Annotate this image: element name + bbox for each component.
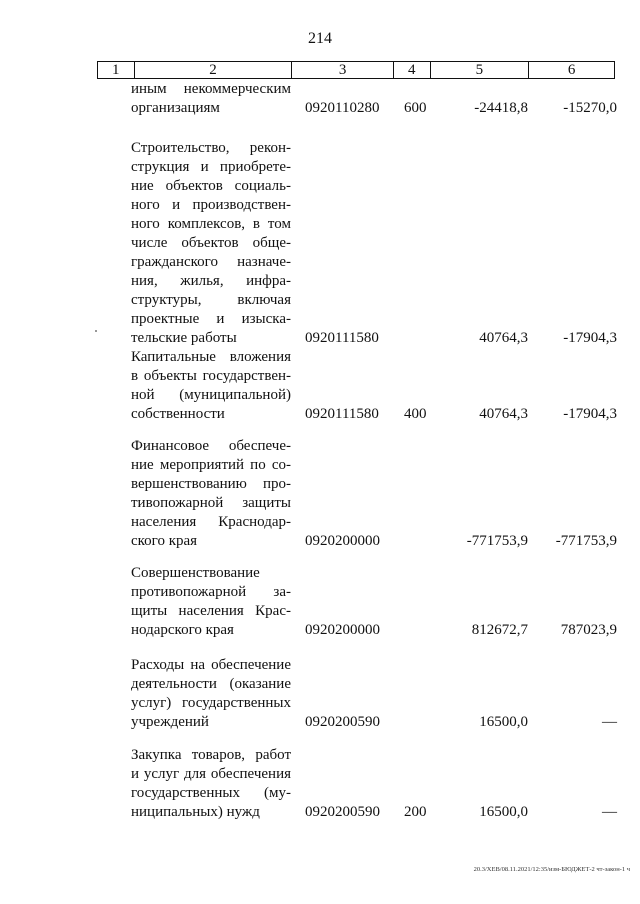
row-description [131,564,291,640]
amount-column-6: — [602,804,617,820]
scan-artifact-mark [95,330,97,332]
header-col-6: 6 [567,62,576,78]
row-description-line: проектные и изыска- [131,311,291,327]
header-col-5: 5 [431,62,530,78]
target-article-code: 0920111580 [305,406,379,422]
row-description-line: деятельности (оказание [131,676,291,692]
footer-note: 20.3/ХЕВ/08.11.2021/12:35/изм-БЮДЖЕТ-2 чт-закон-1 ч [473,866,630,873]
row-description-line: противопожарной за- [131,584,291,600]
header-col-4: 4 [394,62,431,78]
amount-column-6: -17904,3 [563,406,617,422]
row-description-line: услуг) государственных [131,695,291,711]
row-description-line: и услуг для обеспечения [131,766,291,782]
row-description [131,746,291,822]
amount-column-6: -17904,3 [563,330,617,346]
row-description-line: нодарского края [131,622,234,638]
row-description-line: числе объектов обще- [131,235,291,251]
expense-type-code: 400 [404,406,427,422]
amount-column-6: -771753,9 [555,533,617,549]
row-description [131,437,291,551]
row-description-line: вершенствованию про- [131,476,291,492]
header-col-1: 1 [98,62,135,78]
row-description-line: тельские работы [131,330,237,346]
row-description-line: ния, жилья, инфра- [131,273,291,289]
row-description-line: ниципальных) нужд [131,804,260,820]
row-description-line: Строительство, рекон- [131,140,291,156]
row-description-line: населения Краснодар- [131,514,291,530]
row-description-line: ние объектов социаль- [131,178,291,194]
row-description-line: организациям [131,100,220,116]
row-description-line: Финансовое обеспече- [131,438,291,454]
amount-column-5: 16500,0 [479,714,528,730]
amount-column-5: 40764,3 [479,330,528,346]
row-description-line: Совершенствование [131,565,260,581]
row-description-line: струкция и приобрете- [131,159,291,175]
amount-column-5: 812672,7 [471,622,528,638]
expense-type-code: 600 [404,100,427,116]
amount-column-5: -24418,8 [474,100,528,116]
row-description-line: иным некоммерческим [131,81,291,97]
header-col-3: 3 [292,62,394,78]
row-description-line: структуры, включая [131,292,291,308]
row-description-line: учреждений [131,714,209,730]
target-article-code: 0920110280 [305,100,380,116]
target-article-code: 0920200590 [305,804,380,820]
header-col-2: 2 [135,62,293,78]
row-description-line: ного и производствен- [131,197,291,213]
row-description-line: щиты населения Крас- [131,603,291,619]
amount-column-5: -771753,9 [466,533,528,549]
row-description-line: собственности [131,406,225,422]
expense-type-code: 200 [404,804,427,820]
row-description [131,80,291,118]
target-article-code: 0920200590 [305,714,380,730]
target-article-code: 0920200000 [305,533,380,549]
amount-column-6: — [602,714,617,730]
row-description-line: гражданского назначе- [131,254,291,270]
row-description-line: в объекты государствен- [131,368,291,384]
row-description-line: Капитальные вложения [131,349,291,365]
row-description-line: тивопожарной защиты [131,495,291,511]
row-description-line: ние мероприятий по со- [131,457,291,473]
row-description-line: ского края [131,533,198,549]
row-description [131,348,291,424]
row-description-line: ной (муниципальной) [131,387,291,403]
target-article-code: 0920200000 [305,622,380,638]
row-description-line: государственных (му- [131,785,291,801]
row-description-line: Закупка товаров, работ [131,747,291,763]
target-article-code: 0920111580 [305,330,379,346]
row-description-line: ного комплексов, в том [131,216,291,232]
table-header-row [97,61,615,79]
row-description [131,656,291,732]
amount-column-5: 40764,3 [479,406,528,422]
amount-column-6: -15270,0 [563,100,617,116]
amount-column-5: 16500,0 [479,804,528,820]
row-description-line: Расходы на обеспечение [131,657,291,673]
page-number: 214 [308,30,332,47]
amount-column-6: 787023,9 [560,622,617,638]
row-description [131,139,291,348]
